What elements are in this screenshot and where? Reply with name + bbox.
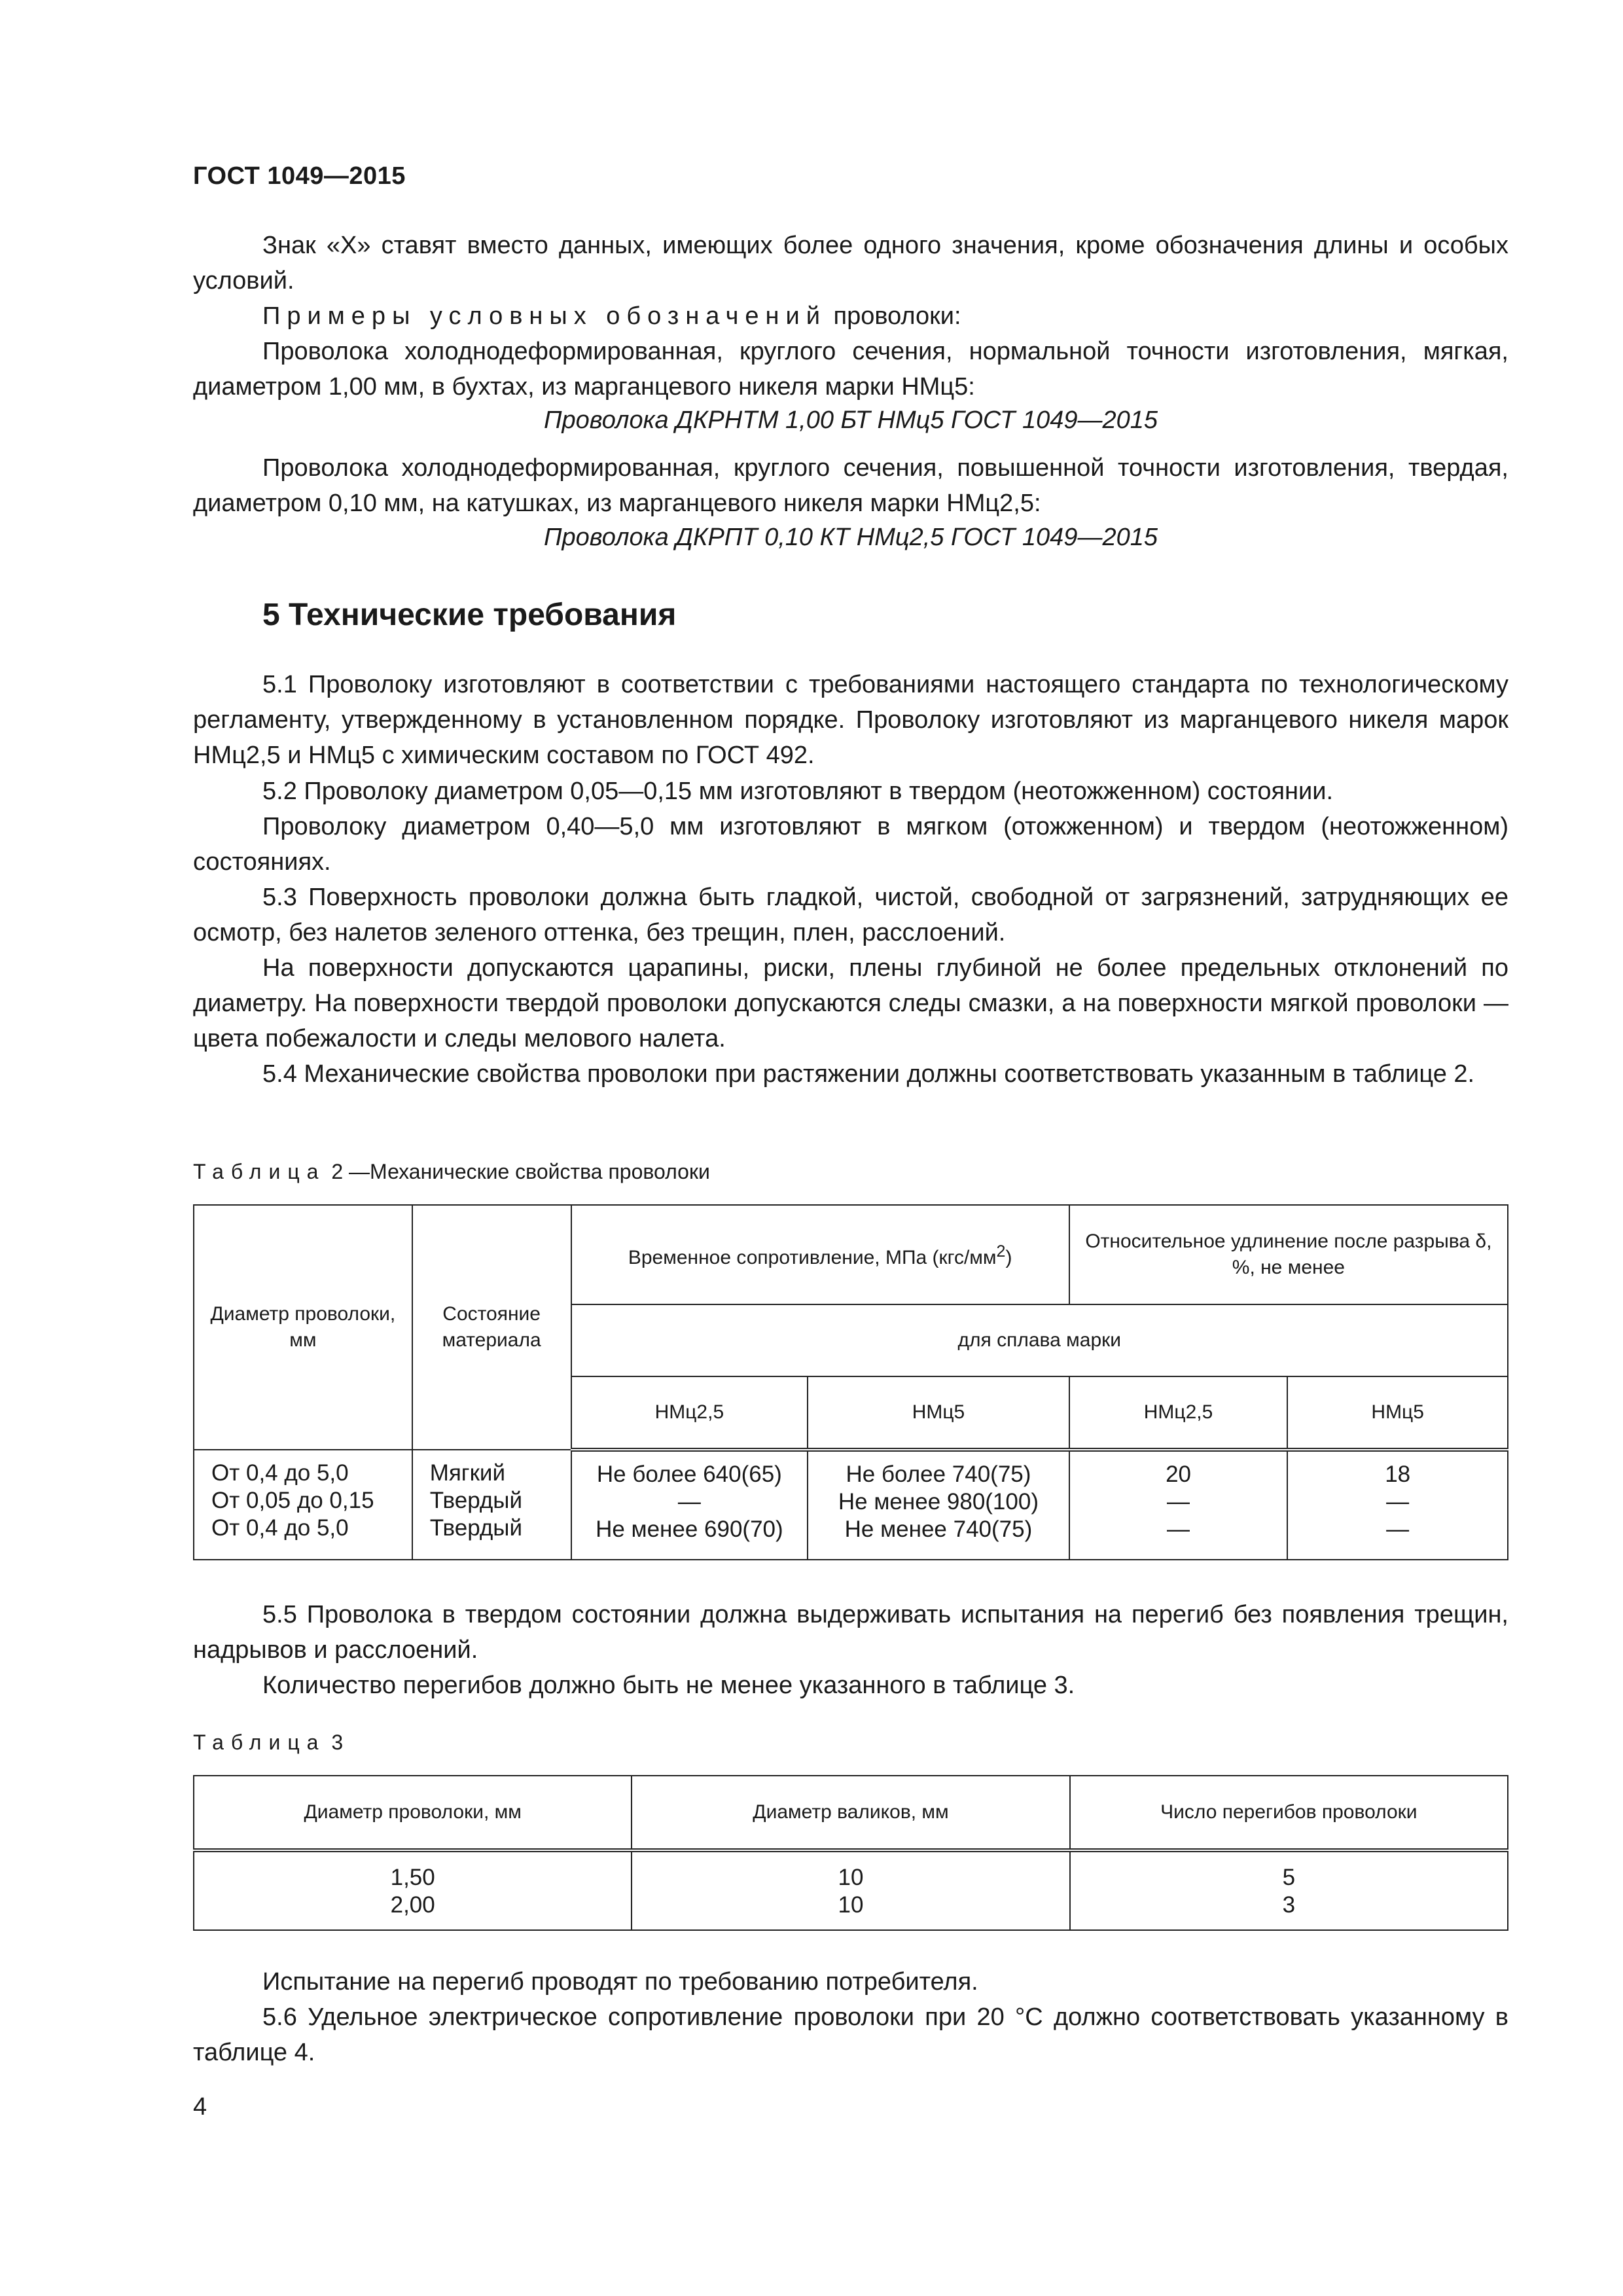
table2-header-diameter: Диаметр проволоки, мм	[194, 1205, 412, 1450]
table3-caption	[193, 1731, 343, 1755]
standard-code: ГОСТ 1049—2015	[193, 162, 406, 190]
table3-header-diameter: Диаметр проволоки, мм	[194, 1776, 632, 1850]
table3-cell-value: 10	[838, 1892, 864, 1918]
table2-cell-strength-nmc5	[808, 1450, 1069, 1560]
table-mechanical-properties	[193, 1204, 1508, 1560]
table2-cell-strength-nmc25	[571, 1450, 808, 1560]
table3-cell-value: 2,00	[390, 1892, 435, 1918]
table2-cell-diameters	[194, 1450, 412, 1560]
table2-header-state: Состояние материала	[412, 1205, 571, 1450]
table3-body-row	[194, 1850, 1508, 1930]
paragraph-5-3: 5.3 Поверхность проволоки должна быть гладкой, чистой, свободной от загрязнений, затрудняющих ее осмотр, без налетов зеленого оттенка, без трещин, плен, расслоений.	[193, 884, 1508, 946]
table2-cell-value: —	[677, 1489, 701, 1515]
table2-grade: НМц5	[1287, 1376, 1508, 1450]
table3-caption-word: Таблица	[193, 1731, 326, 1754]
table2-cell-state: Мягкий	[429, 1460, 505, 1486]
table2-grade: НМц2,5	[571, 1376, 808, 1450]
section-heading: 5 Технические требования	[262, 598, 677, 632]
example1-text: Проволока холоднодеформированная, круглого сечения, нормальной точности изготовления, мягкая, диаметром 1,00 мм, в бухтах, из марганцевого никеля марки НМц5:	[193, 338, 1508, 401]
table2-caption-rest: 2 —Механические свойства проволоки	[325, 1160, 710, 1183]
paragraph-5-2b: Проволоку диаметром 0,40—5,0 мм изготовляют в мягком (отожженном) и твердом (неотожженном) состояниях.	[193, 813, 1508, 876]
table-bend-test	[193, 1775, 1508, 1931]
table3-header-row	[194, 1776, 1508, 1850]
example2-designation: Проволока ДКРПТ 0,10 КТ НМц2,5 ГОСТ 1049—2015	[544, 524, 1158, 551]
table2-cell-value: Не более 740(75)	[846, 1462, 1031, 1487]
table2-cell-states	[412, 1450, 571, 1560]
table3-cell-value: 3	[1282, 1892, 1296, 1918]
table2-cell-value: —	[1386, 1489, 1410, 1515]
table3-cell-value: 5	[1282, 1865, 1296, 1890]
paragraph-5-5b: Количество перегибов должно быть не менее указанного в таблице 3.	[262, 1672, 1075, 1699]
table3-cell-value: 10	[838, 1865, 864, 1890]
table2-cell-value: Не менее 980(100)	[838, 1489, 1039, 1515]
table2-cell-value: Не более 640(65)	[596, 1462, 782, 1487]
table2-grade: НМц5	[808, 1376, 1069, 1450]
examples-heading-tail: проволоки:	[826, 302, 961, 330]
table3-header-bends: Число перегибов проволоки	[1070, 1776, 1508, 1850]
table2-header-row	[194, 1205, 1508, 1304]
example1-designation: Проволока ДКРНТМ 1,00 БТ НМц5 ГОСТ 1049—2015	[543, 406, 1158, 434]
table2-cell-value: 18	[1385, 1462, 1411, 1487]
paragraph-5-2: 5.2 Проволоку диаметром 0,05—0,15 мм изготовляют в твердом (неотожженном) состоянии.	[262, 778, 1334, 805]
paragraph-note: Знак «Х» ставят вместо данных, имеющих более одного значения, кроме обозначения длины и особых условий.	[193, 232, 1508, 295]
table2-cell-value: Не менее 690(70)	[596, 1516, 783, 1542]
paragraph-5-6: 5.6 Удельное электрическое сопротивление проволоки при 20 °С должно соответствовать указанному в таблице 4.	[193, 2003, 1508, 2066]
page-number: 4	[193, 2093, 207, 2121]
table3-header-roller: Диаметр валиков, мм	[632, 1776, 1069, 1850]
table3-cell-bends	[1070, 1850, 1508, 1930]
table3-caption-rest: 3	[325, 1731, 344, 1754]
table2-cell-value: Не менее 740(75)	[844, 1516, 1033, 1542]
table2-header-elongation: Относительное удлинение после разрыва δ, %, не менее	[1069, 1205, 1508, 1304]
table2-header-strength	[571, 1205, 1069, 1304]
paragraph-5-4: 5.4 Механические свойства проволоки при растяжении должны соответствовать указанным в таблице 2.	[262, 1060, 1475, 1088]
paragraph-bend-test: Испытание на перегиб проводят по требованию потребителя.	[262, 1968, 978, 1996]
table2-cell-value: —	[1167, 1516, 1190, 1542]
table2-caption-word: Таблица	[193, 1160, 326, 1183]
table2-header-strength-sup: 2	[996, 1242, 1006, 1261]
paragraph-5-1: 5.1 Проволоку изготовляют в соответствии с требованиями настоящего стандарта по технологическому регламенту, утвержденному в установленном порядке. Проволоку изготовляют из марганцевого никеля марок НМц2,5 и НМц5 с химическим составом по ГОСТ 492.	[193, 671, 1508, 769]
table2-header-strength-close: )	[1005, 1247, 1012, 1268]
table2-cell-diameter: От 0,4 до 5,0	[211, 1460, 349, 1486]
table2-grade: НМц2,5	[1069, 1376, 1288, 1450]
example2-text: Проволока холоднодеформированная, круглого сечения, повышенной точности изготовления, твердая, диаметром 0,10 мм, на катушках, из марганцевого никеля марки НМц2,5:	[193, 454, 1508, 517]
table2-cell-diameter: От 0,05 до 0,15	[211, 1488, 374, 1513]
table2-cell-state: Твердый	[429, 1515, 523, 1541]
table2-cell-value: —	[1386, 1516, 1410, 1542]
table2-cell-value: —	[1167, 1489, 1190, 1515]
table2-header-alloy: для сплава марки	[571, 1304, 1508, 1376]
table2-cell-elongation-nmc5	[1287, 1450, 1508, 1560]
table2-body-row	[194, 1450, 1508, 1560]
table3-cell-value: 1,50	[390, 1865, 435, 1890]
table2-cell-elongation-nmc25	[1069, 1450, 1288, 1560]
table2-cell-state: Твердый	[429, 1488, 523, 1513]
table2-cell-value: 20	[1166, 1462, 1192, 1487]
paragraph-5-3b: На поверхности допускаются царапины, риски, плены глубиной не более предельных отклонений по диаметру. На поверхности твердой проволоки допускаются следы смазки, а на поверхности мягкой проволоки — цвета побежалости и следы мелового налета.	[193, 954, 1508, 1052]
examples-heading-spaced: Примеры условных обозначений	[262, 302, 827, 330]
table3-cell-diameters	[194, 1850, 632, 1930]
paragraph-5-5: 5.5 Проволока в твердом состоянии должна выдерживать испытания на перегиб без появления трещин, надрывов и расслоений.	[193, 1601, 1508, 1664]
examples-heading	[193, 298, 1508, 334]
table2-cell-diameter: От 0,4 до 5,0	[211, 1515, 349, 1541]
table2-header-strength-text: Временное сопротивление, МПа (кгс/мм	[628, 1247, 997, 1268]
table2-caption	[193, 1160, 710, 1184]
table3-cell-rollers	[632, 1850, 1069, 1930]
